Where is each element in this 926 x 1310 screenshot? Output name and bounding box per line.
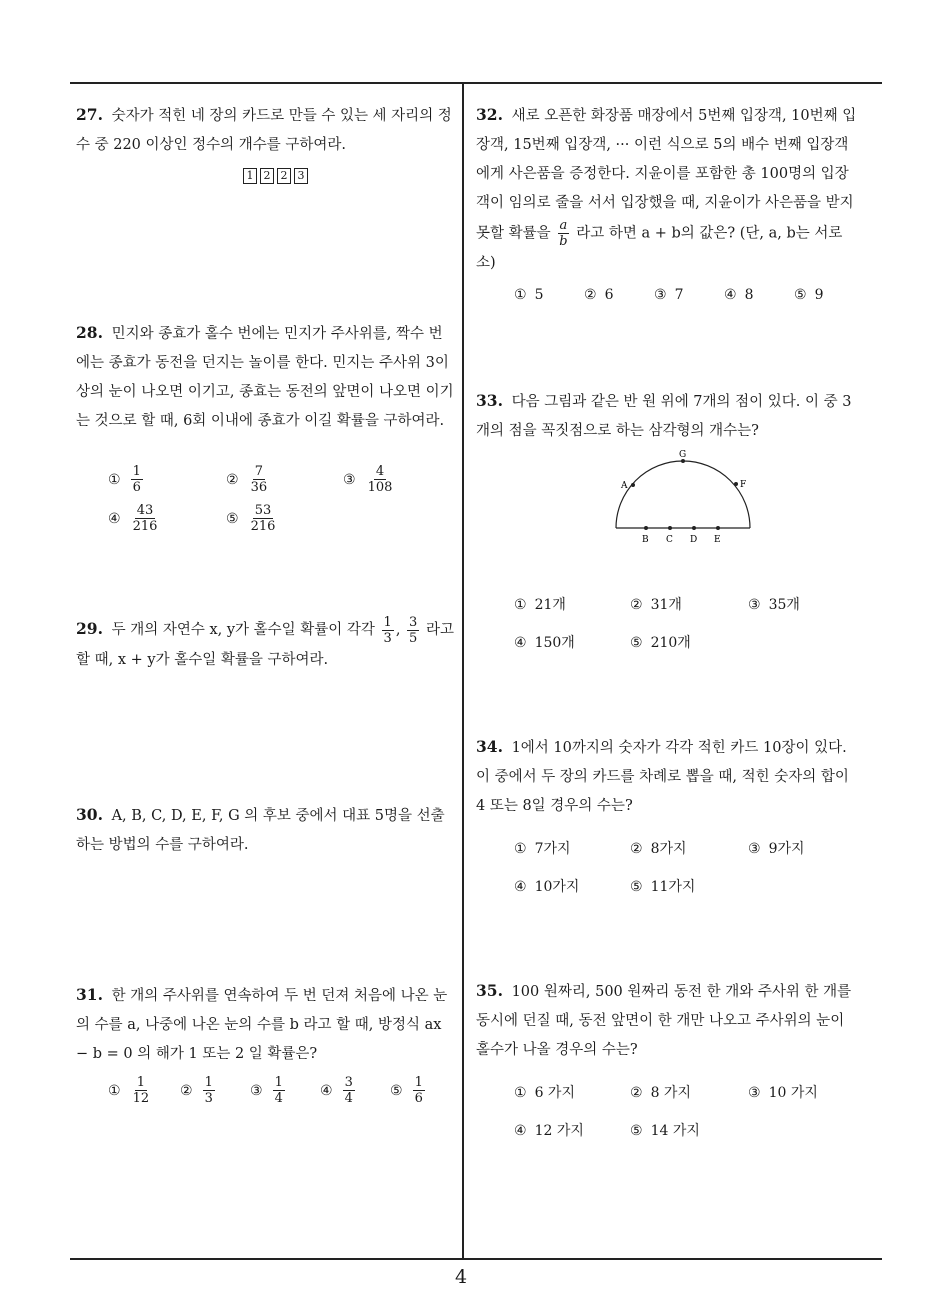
question-34 <box>476 732 860 821</box>
option-4[interactable]: ④ 150개 <box>514 635 575 651</box>
fraction: $\frac{7}{36}$ <box>250 464 268 495</box>
option-2[interactable]: ② 8 가지 <box>630 1085 691 1101</box>
question-text: 민지와 종효가 홀수 번에는 민지가 주사위를, 짝수 번에는 종효가 동전을 던지는 놀이를 한다. 민지는 주사위 3이상의 눈이 나오면 이기고, 종효는 동전의 앞면이 나오면 이기는 것으로 할 때, 6회 이내에 종효가 이길 확률을 구하여라. <box>76 326 454 429</box>
question-number: 35. <box>476 981 503 1000</box>
question-30 <box>76 800 456 860</box>
fraction: $\frac{1}{3}$ <box>204 1075 213 1106</box>
option-2[interactable]: ② $\frac{7}{36}$ <box>226 464 268 495</box>
label-c: C <box>666 535 673 545</box>
option-5[interactable]: ⑤ 9 <box>794 287 824 303</box>
question-text: 라고 하면 a + b의 값은? (단, a, b는 서로소) <box>476 225 843 271</box>
question-number: 31. <box>76 985 103 1004</box>
option-3[interactable]: ③ 35개 <box>748 597 800 613</box>
option-1[interactable]: ① $\frac{1}{6}$ <box>108 464 141 495</box>
question-35 <box>476 976 860 1065</box>
question-27 <box>76 100 456 160</box>
semicircle-figure <box>600 448 770 548</box>
option-5[interactable]: ⑤ 210개 <box>630 635 691 651</box>
question-number: 29. <box>76 619 103 638</box>
fraction: $\frac{1}{12}$ <box>132 1075 150 1106</box>
label-g: G <box>679 450 687 460</box>
label-e: E <box>714 535 721 545</box>
question-text: 100 원짜리, 500 원짜리 동전 한 개와 주사위 한 개를 동시에 던질 때, 동전 앞면이 한 개만 나오고 주사위의 눈이 홀수가 나올 경우의 수는? <box>476 984 852 1058</box>
question-number: 28. <box>76 323 103 342</box>
question-31 <box>76 980 456 1069</box>
card: 2 <box>277 168 291 184</box>
point-f <box>734 482 738 486</box>
question-text: A, B, C, D, E, F, G 의 후보 중에서 대표 5명을 선출하는 방법의 수를 구하여라. <box>76 808 445 853</box>
question-text: 라고 할 때, x + y가 홀수일 확률을 구하여라. <box>76 622 454 668</box>
question-29: 29. 두 개의 자연수 x, y가 홀수일 확률이 각각 $\frac{1}{3}$ , $\frac{3}{5}$ 라고 할 때, x + y가 홀수일 확률을 구하여라. <box>76 614 454 668</box>
point-d <box>692 526 696 530</box>
top-rule <box>70 82 882 84</box>
option-4[interactable]: ④ $\frac{43}{216}$ <box>108 503 158 534</box>
question-text: 다음 그림과 같은 반 원 위에 7개의 점이 있다. 이 중 3개의 점을 꼭짓점으로 하는 삼각형의 개수는? <box>476 394 852 439</box>
bottom-rule <box>70 1258 882 1260</box>
card: 2 <box>260 168 274 184</box>
card: 1 <box>243 168 257 184</box>
option-4[interactable]: ④ 10가지 <box>514 879 580 895</box>
label-f: F <box>740 480 747 490</box>
question-text: 두 개의 자연수 x, y가 홀수일 확률이 각각 <box>111 622 375 638</box>
question-number: 27. <box>76 105 103 124</box>
question-number: 30. <box>76 805 103 824</box>
fraction: $\frac{4}{108}$ <box>367 464 393 495</box>
option-3[interactable]: ③ $\frac{4}{108}$ <box>343 464 393 495</box>
point-e <box>716 526 720 530</box>
option-4[interactable]: ④ $\frac{3}{4}$ <box>320 1075 353 1106</box>
point-b <box>644 526 648 530</box>
fraction: $\frac{1}{6}$ <box>414 1075 423 1106</box>
card: 3 <box>294 168 308 184</box>
fraction: $\frac{1}{3}$ <box>383 614 392 646</box>
question-number: 33. <box>476 391 503 410</box>
fraction: $\frac{a}{b}$ <box>559 218 568 249</box>
option-5[interactable]: ⑤ $\frac{53}{216}$ <box>226 503 276 534</box>
option-2[interactable]: ② 31개 <box>630 597 682 613</box>
question-28 <box>76 318 456 436</box>
fraction: $\frac{3}{5}$ <box>409 614 418 646</box>
question-number: 34. <box>476 737 503 756</box>
option-1[interactable]: ① 21개 <box>514 597 566 613</box>
question-32 <box>476 100 860 278</box>
option-5[interactable]: ⑤ $\frac{1}{6}$ <box>390 1075 423 1106</box>
option-3[interactable]: ③ 9가지 <box>748 841 805 857</box>
question-number: 32. <box>476 105 503 124</box>
label-a: A <box>621 481 628 491</box>
label-b: B <box>642 535 649 545</box>
option-3[interactable]: ③ $\frac{1}{4}$ <box>250 1075 283 1106</box>
page-number: 4 <box>455 1266 468 1288</box>
option-5[interactable]: ⑤ 11가지 <box>630 879 696 895</box>
option-3[interactable]: ③ 10 가지 <box>748 1085 818 1101</box>
fraction: $\frac{1}{4}$ <box>274 1075 283 1106</box>
point-c <box>668 526 672 530</box>
fraction: $\frac{3}{4}$ <box>344 1075 353 1106</box>
option-1[interactable]: ① 5 <box>514 287 544 303</box>
option-1[interactable]: ① 7가지 <box>514 841 571 857</box>
option-5[interactable]: ⑤ 14 가지 <box>630 1123 700 1139</box>
option-1[interactable]: ① 6 가지 <box>514 1085 575 1101</box>
option-4[interactable]: ④ 12 가지 <box>514 1123 584 1139</box>
fraction: $\frac{43}{216}$ <box>132 503 158 534</box>
fraction: $\frac{1}{6}$ <box>132 464 141 495</box>
fraction: $\frac{53}{216}$ <box>250 503 276 534</box>
option-3[interactable]: ③ 7 <box>654 287 684 303</box>
card-set <box>243 168 308 184</box>
option-2[interactable]: ② $\frac{1}{3}$ <box>180 1075 213 1106</box>
question-33 <box>476 386 860 446</box>
question-text: 숫자가 적힌 네 장의 카드로 만들 수 있는 세 자리의 정수 중 220 이상인 정수의 개수를 구하여라. <box>76 108 452 153</box>
question-text: 1에서 10까지의 숫자가 각각 적힌 카드 10장이 있다. 이 중에서 두 장의 카드를 차례로 뽑을 때, 적힌 숫자의 합이 4 또는 8일 경우의 수는? <box>476 740 849 814</box>
point-a <box>631 483 635 487</box>
option-4[interactable]: ④ 8 <box>724 287 754 303</box>
label-d: D <box>690 535 698 545</box>
option-2[interactable]: ② 6 <box>584 287 614 303</box>
question-text: 한 개의 주사위를 연속하여 두 번 던져 처음에 나온 눈의 수를 a, 나중에 나온 눈의 수를 b 라고 할 때, 방정식 ax − b = 0 의 해가 1 또는 2 일 확률은? <box>76 988 448 1062</box>
option-2[interactable]: ② 8가지 <box>630 841 687 857</box>
question-text: 새로 오픈한 화장품 매장에서 5번째 입장객, 10번째 입장객, 15번째 입장객, ··· 이런 식으로 5의 배수 번째 입장객에게 사은품을 증정한다. 지윤이를 포함한 총 100명의 입장객이 임의로 줄을 서서 입장했을 때, 지윤이가 사은품을 받지 못할 확률을 <box>476 108 857 242</box>
column-divider <box>462 82 464 1258</box>
option-1[interactable]: ① $\frac{1}{12}$ <box>108 1075 150 1106</box>
